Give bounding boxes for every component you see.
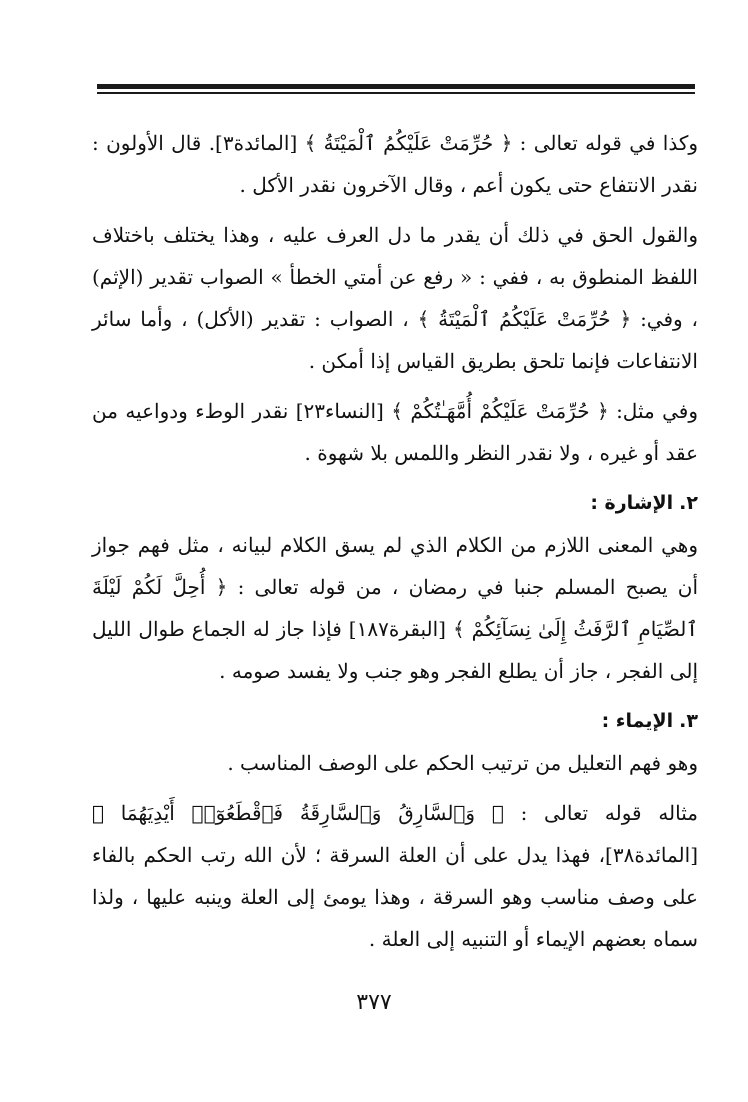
body-text [92,122,698,960]
section-title: الإشارة : [590,492,674,514]
paragraph: وفي مثل: ﴿ حُرِّمَتْ عَلَيْكُمْ أُمَّهَـٰتُكُمْ ﴾ [النساء٢٣] نقدر الوطء ودواعيه من عقد أو غيره ، ولا نقدر النظر واللمس بلا شهوة . [92,399,698,465]
paragraph-gap [92,692,698,700]
section-heading [92,482,698,524]
paragraph: وكذا في قوله تعالى : ﴿ حُرِّمَتْ عَلَيْكُمُ ٱلْمَيْتَةُ ﴾ [المائدة٣]. قال الأولون : نقدر الانتفاع حتى يكون أعم ، وقال الآخرون نقدر الأكل . [92,131,699,197]
section-title: الإيماء : [601,710,674,732]
paragraph: والقول الحق في ذلك أن يقدر ما دل العرف عليه ، وهذا يختلف باختلاف اللفظ المنطوق به ، ففي : « رفع عن أمتي الخطأ » الصواب تقدير (الإثم) ، وفي: ﴿ حُرِّمَتْ عَلَيْكُمُ ٱلْمَيْتَةُ ﴾ ، الصواب : تقدير (الأكل) ، وأما سائر الانتفاعات فإنما تلحق بطريق القياس إذا أمكن . [92,223,698,373]
header-rule-thin [97,92,695,94]
paragraph: وهي المعنى اللازم من الكلام الذي لم يسق الكلام لبيانه ، مثل فهم جواز أن يصبح المسلم جنبا في رمضان ، من قوله تعالى : ﴿ أُحِلَّ لَكُمْ لَيْلَةَ ٱلصِّيَامِ ٱلرَّفَثُ إِلَىٰ نِسَآئِكُمْ ﴾ [البقرة١٨٧] فإذا جاز له الجماع طوال الليل إلى الفجر ، جاز أن يطلع الفجر وهو جنب ولا يفسد صومه . [92,533,699,683]
paragraph-gap [92,382,698,390]
section-number: ٣. [679,710,698,732]
paragraph-gap [92,206,698,214]
section-number: ٢. [679,492,698,514]
paragraph-gap [92,784,698,792]
header-rule-thick [97,84,695,89]
paragraph: وهو فهم التعليل من ترتيب الحكم على الوصف المناسب . [227,751,698,775]
section-heading [92,700,698,742]
paragraph: مثاله قوله تعالى : ﴿ وَٱلسَّارِقُ وَٱلسَّارِقَةُ فَٱقْطَعُوٓا۟ أَيْدِيَهُمَا ﴾ [المائدة٣٨]، فهذا يدل على أن العلة السرقة ؛ لأن الله رتب الحكم بالفاء على وصف مناسب وهو السرقة ، وهذا يومئ إلى العلة وينبه عليها ، ولذا سماه بعضهم الإيماء أو التنبيه إلى العلة . [92,801,698,951]
paragraph-gap [92,474,698,482]
page-number: ٣٧٧ [356,990,392,1015]
